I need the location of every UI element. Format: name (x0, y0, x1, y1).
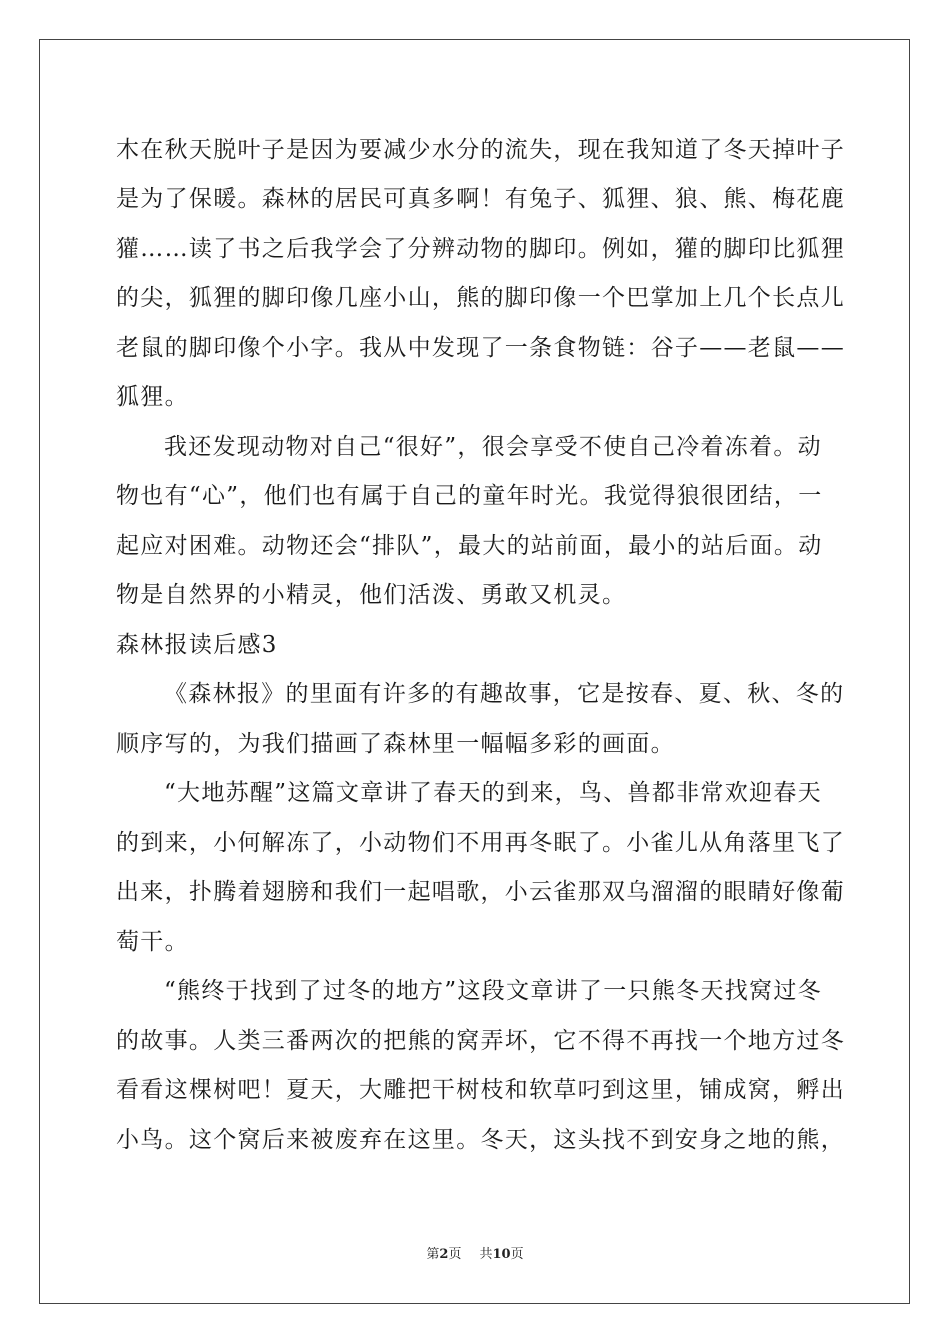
text-line: 起应对困难。动物还会“排队”，最大的站前面，最小的站后面。动 (116, 533, 823, 559)
total-suffix: 页 (510, 1247, 524, 1262)
text-line: 狐狸。 (116, 384, 189, 410)
paragraph-first-line: 我还发现动物对自己“很好”，很会享受不使自己冷着冻着。动 (164, 434, 822, 460)
total-prefix: 共 (479, 1247, 493, 1262)
page-prefix: 第 (426, 1247, 440, 1262)
paragraph-first-line: 《森林报》的里面有许多的有趣故事，它是按春、夏、秋、冬的 (164, 681, 845, 707)
paragraph-first-line: “熊终于找到了过冬的地方”这段文章讲了一只熊冬天找窝过冬 (164, 978, 822, 1004)
page-footer (0, 1246, 950, 1264)
text-line: 老鼠的脚印像个小字。我从中发现了一条食物链：谷子——老鼠—— (116, 335, 845, 361)
text-line: 顺序写的，为我们描画了森林里一幅幅多彩的画面。 (116, 731, 675, 757)
text-line: 物也有“心”，他们也有属于自己的童年时光。我觉得狼很团结，一 (116, 483, 823, 509)
text-line: 的故事。人类三番两次的把熊的窝弄坏，它不得不再找一个地方过冬 (116, 1028, 845, 1054)
page-border (39, 39, 910, 1304)
total-pages: 10 (492, 1247, 511, 1262)
text-line: 物是自然界的小精灵，他们活泼、勇敢又机灵。 (116, 582, 627, 608)
text-line: 小鸟。这个窝后来被废弃在这里。冬天，这头找不到安身之地的熊， (116, 1127, 845, 1153)
page-number: 2 (439, 1247, 449, 1262)
text-line: 出来，扑腾着翅膀和我们一起唱歌，小云雀那双乌溜溜的眼睛好像葡 (116, 879, 845, 905)
text-line: 的尖，狐狸的脚印像几座小山，熊的脚印像一个巴掌加上几个长点儿 (116, 285, 845, 311)
page-suffix: 页 (448, 1247, 462, 1262)
text-line: 的到来，小何解冻了，小动物们不用再冬眠了。小雀儿从角落里飞了 (116, 830, 845, 856)
text-line: 是为了保暖。森林的居民可真多啊！有兔子、狐狸、狼、熊、梅花鹿 (116, 186, 845, 212)
paragraph-first-line: “大地苏醒”这篇文章讲了春天的到来，鸟、兽都非常欢迎春天 (164, 780, 822, 806)
section-heading: 森林报读后感3 (116, 632, 278, 658)
text-line: 看看这棵树吧！夏天，大雕把干树枝和软草叼到这里，铺成窝，孵出 (116, 1077, 845, 1103)
text-line: 木在秋天脱叶子是因为要减少水分的流失，现在我知道了冬天掉叶子 (116, 137, 845, 163)
text-line: 獾……读了书之后我学会了分辨动物的脚印。例如，獾的脚印比狐狸 (116, 236, 845, 262)
text-line: 萄干。 (116, 929, 189, 955)
